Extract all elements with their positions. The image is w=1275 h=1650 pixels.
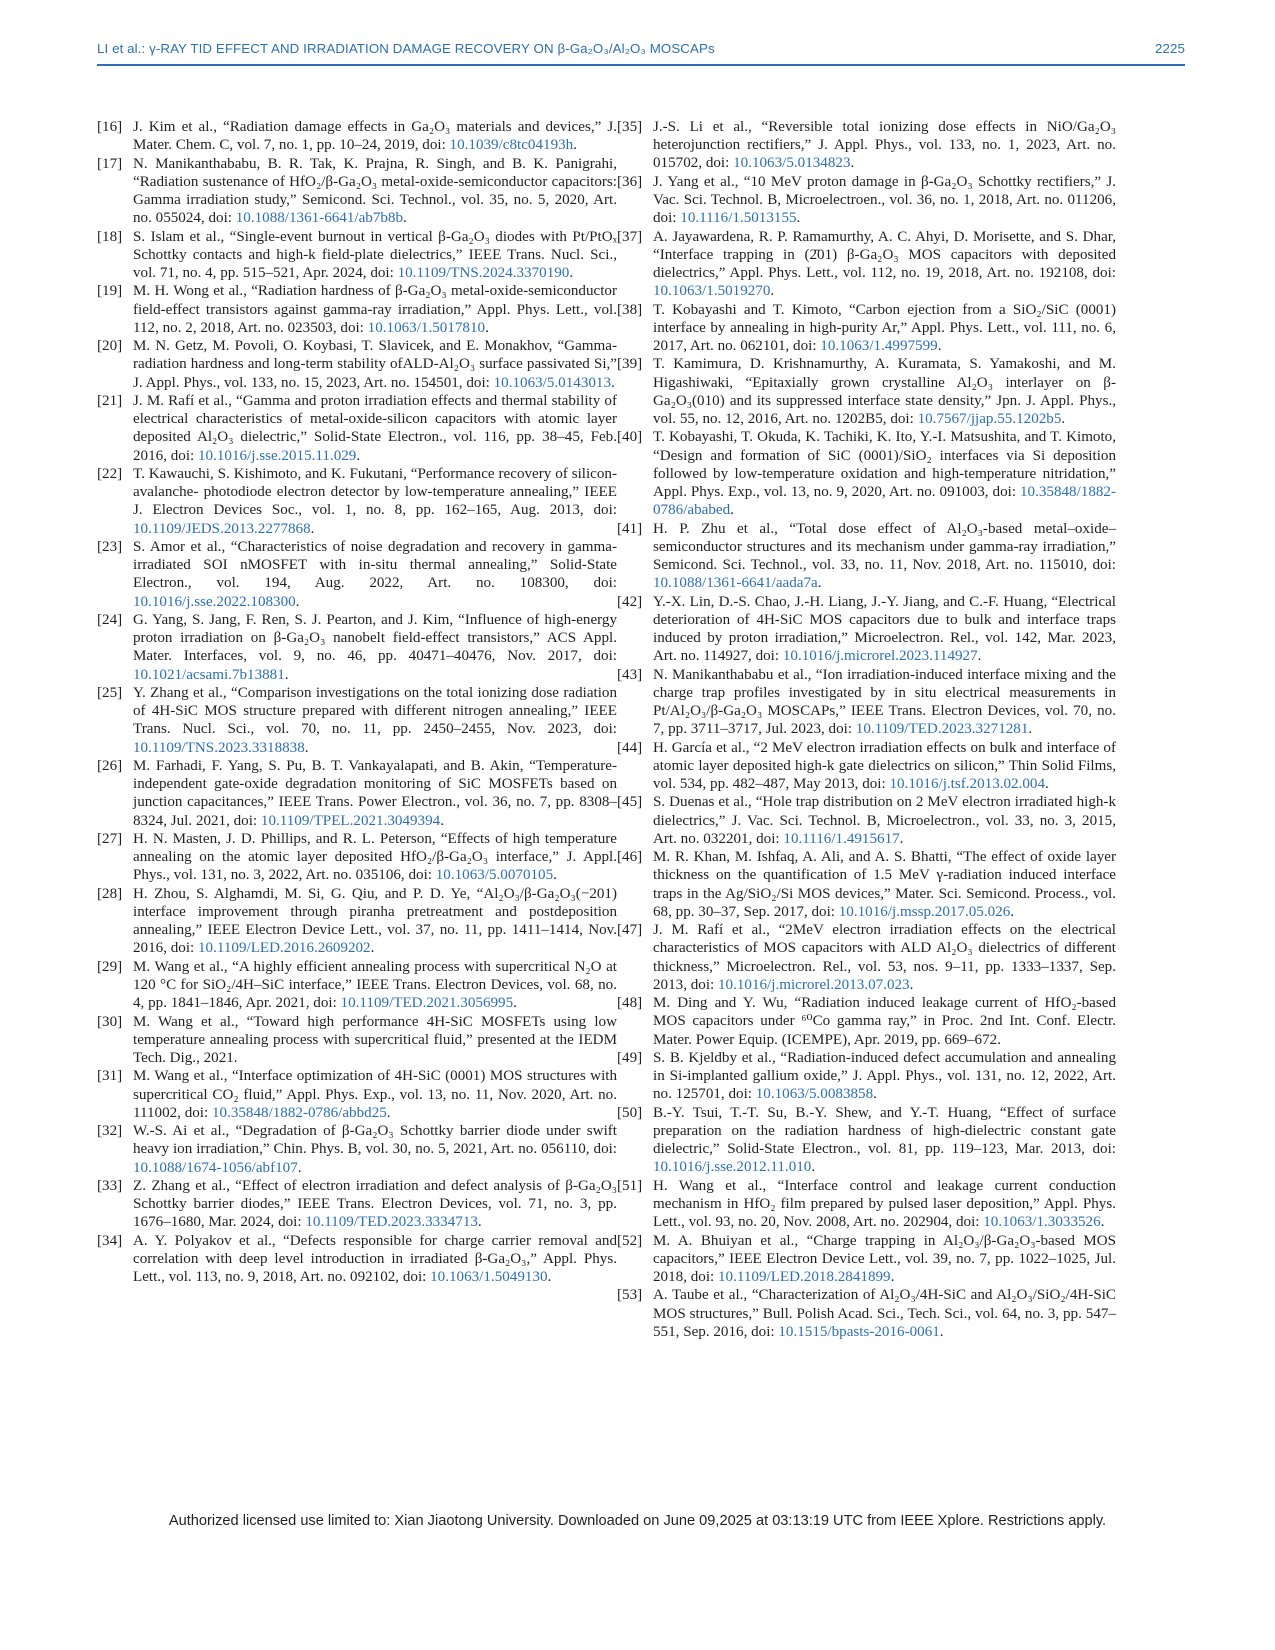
doi-link[interactable]: 10.1088/1674-1056/abf107 — [133, 1159, 298, 1176]
reference-text — [133, 830, 617, 885]
reference-item — [97, 1232, 617, 1287]
reference-end: . — [553, 867, 557, 884]
reference-number: [53] — [617, 1287, 643, 1304]
reference-citation: H. Wang et al., “Interface control and leakage current conduction mechanism in HfO₂ film prepared by pulsed laser deposition,” Appl. Phys. Lett., vol. 93, no. 20, Nov. 2008, Art. no. 202904, doi: — [653, 1177, 1116, 1231]
reference-end: . — [937, 338, 942, 354]
reference-number: [23] — [97, 538, 123, 555]
reference-item — [97, 228, 617, 283]
reference-item — [617, 355, 1116, 428]
reference-text — [653, 520, 1116, 593]
reference-text — [653, 118, 1116, 173]
reference-number: [47] — [617, 922, 643, 939]
reference-number: [32] — [97, 1123, 123, 1140]
reference-item — [617, 593, 1116, 666]
reference-end: . — [370, 940, 375, 957]
reference-citation: T. Kobayashi and T. Kimoto, “Carbon ejection from a SiO₂/SiC (0001) interface by annealing in high-purity Ar,” Appl. Phys. Lett., vol. 111, no. 6, 2017, Art. no. 062101, doi: — [653, 301, 1116, 354]
reference-text — [133, 155, 617, 228]
reference-number: [17] — [97, 155, 123, 172]
reference-number: [26] — [97, 757, 123, 774]
reference-citation: N. Manikanthababu et al., “Ion irradiation-induced interface mixing and the charge trap profiles investigated by in situ electrical measurements in Pt/Al₂O₃/β-Ga₂O₃ MOSCAPs,” IEEE Trans. Electron Devices, vol. 70, no. 7, pp. 3711–3717, Jul. 2023, doi: — [653, 666, 1116, 738]
reference-item — [97, 684, 617, 757]
reference-text — [653, 1232, 1116, 1287]
reference-end: . — [1100, 1214, 1105, 1231]
reference-item — [617, 228, 1116, 301]
reference-citation: H. P. Zhu et al., “Total dose effect of Al₂O₃-based metal–oxide–semiconductor structures and its mechanism under gamma-ray irradiation,” Semicond. Sci. Technol., vol. 33, no. 11, Nov. 2018, Art. no. 115010, doi: — [653, 520, 1116, 573]
reference-item — [617, 1049, 1116, 1104]
reference-text — [133, 885, 617, 958]
reference-number: [41] — [617, 520, 643, 537]
reference-text — [653, 1049, 1116, 1104]
reference-text — [653, 994, 1116, 1049]
reference-item — [97, 757, 617, 830]
reference-citation: S. Amor et al., “Characteristics of noise degradation and recovery in gamma-irradiated SOI nMOSFET with in-situ thermal annealing,” Solid-State Electron., vol. 194, Aug. 2022, Art. no. 108300, doi: — [133, 538, 617, 592]
doi-link[interactable]: 10.1116/1.5013155 — [680, 210, 797, 227]
reference-item — [97, 538, 617, 611]
reference-item — [617, 1104, 1116, 1177]
reference-number: [44] — [617, 739, 643, 756]
reference-citation: T. Kobayashi, T. Okuda, K. Tachiki, K. Ito, Y.-I. Matsushita, and T. Kimoto, “Design and formation of SiC (0001)/SiO₂ interfaces via Si deposition followed by low-temperature oxidation and high-temperature nitridation,” Appl. Phys. Exp., vol. 13, no. 9, 2020, Art. no. 091003, doi: — [653, 429, 1116, 500]
reference-item — [97, 1067, 617, 1122]
reference-end: . — [295, 593, 300, 610]
doi-link[interactable]: 10.1088/1361-6641/aada7a — [653, 575, 818, 592]
reference-text — [133, 684, 617, 757]
doi-link[interactable]: 10.1109/LED.2016.2609202 — [198, 940, 371, 957]
reference-text — [653, 1177, 1116, 1232]
reference-text — [133, 1122, 617, 1177]
reference-item — [617, 793, 1116, 848]
reference-text — [133, 282, 617, 337]
reference-item — [97, 830, 617, 885]
reference-citation: Y. Zhang et al., “Comparison investigations on the total ionizing dose radiation of 4H-SiC MOS structure prepared with different nitrogen annealing,” IEEE Trans. Nucl. Sci., vol. 70, no. 11, pp. 2450–2455, Nov. 2023, doi: — [133, 684, 617, 738]
reference-end: . — [909, 976, 914, 993]
reference-citation: M. R. Khan, M. Ishfaq, A. Ali, and A. S. Bhatti, “The effect of oxide layer thickness on the quantification of 1.5 MeV γ-radiation induced interface traps in the Ag/SiO₂/Si MOS devices,” Mater. Sci. Semicond. Process., vol. 68, pp. 30–37, Sep. 2017, doi: — [653, 849, 1116, 920]
reference-item — [617, 921, 1116, 994]
doi-link[interactable]: 10.35848/1882-0786/ababed — [653, 484, 1116, 519]
doi-link[interactable]: 10.1016/j.tsf.2013.02.004 — [889, 776, 1046, 792]
reference-item — [97, 1013, 617, 1068]
reference-text — [133, 337, 617, 392]
reference-list-right — [617, 118, 1116, 1341]
reference-text — [653, 355, 1116, 428]
reference-end: . — [939, 1323, 944, 1340]
reference-text — [653, 228, 1116, 301]
reference-citation: M. Ding and Y. Wu, “Radiation induced leakage current of HfO₂-based MOS capacitors under ⁶⁰Co gamma ray,” in Proc. 2nd Int. Conf. Electr. Mater. Power Equip. (ICEMPE), Apr. 2019, pp. 669–672. — [653, 995, 1116, 1048]
reference-number: [42] — [617, 593, 643, 610]
doi-link[interactable]: 10.1116/1.4915617 — [783, 830, 900, 847]
reference-text — [133, 958, 617, 1013]
reference-item — [97, 118, 617, 154]
doi-link[interactable]: 10.35848/1882-0786/abbd25 — [211, 1104, 387, 1121]
reference-citation: A. Y. Polyakov et al., “Defects responsible for charge carrier removal and correlation with deep level introduction in irradiated β-Ga₂O₃,” Appl. Phys. Lett., vol. 113, no. 9, 2018, Art. no. 092102, doi: — [133, 1232, 617, 1286]
reference-text — [133, 465, 617, 538]
doi-link[interactable]: 10.1109/TNS.2023.3318838 — [133, 739, 305, 756]
reference-citation: G. Yang, S. Jang, F. Ren, S. J. Pearton, and J. Kim, “Influence of high-energy proton irradiation on β-Ga₂O₃ nanobelt field-effect transistors,” ACS Appl. Mater. Interfaces, vol. 9, no. 46, pp. 40471–40476, Nov. 2017, doi: — [133, 611, 617, 665]
reference-text — [133, 1067, 617, 1122]
reference-end: . — [890, 1268, 895, 1285]
doi-link[interactable]: 10.1063/1.5049130 — [430, 1269, 548, 1286]
reference-citation: M. A. Bhuiyan et al., “Charge trapping in Al₂O₃/β-Ga₂O₃-based MOS capacitors,” IEEE Electron Device Lett., vol. 39, no. 7, pp. 1022–1025, Jul. 2018, doi: — [653, 1232, 1116, 1285]
doi-link[interactable]: 10.1039/c8tc04193h — [449, 137, 574, 154]
reference-item — [97, 611, 617, 684]
doi-link[interactable]: 10.1016/j.sse.2015.11.029 — [198, 447, 357, 464]
doi-link[interactable]: 10.1063/1.3033526 — [983, 1214, 1101, 1231]
reference-end: . — [977, 648, 982, 665]
page-number: 2225 — [1155, 41, 1185, 56]
reference-number: [38] — [617, 301, 643, 318]
reference-item — [617, 173, 1116, 228]
reference-item — [617, 301, 1116, 356]
reference-text — [133, 1177, 617, 1232]
reference-text — [653, 1286, 1116, 1341]
reference-citation: S. Duenas et al., “Hole trap distribution on 2 MeV electron irradiated high-k dielectrics,” J. Vac. Sci. Technol. B, Microelectron., vol. 33, no. 3, 2015, Art. no. 032201, doi: — [653, 794, 1116, 847]
reference-text — [653, 428, 1116, 519]
doi-link[interactable]: 10.1063/1.5017810 — [367, 319, 486, 336]
doi-link[interactable]: 10.1063/5.0143013 — [493, 374, 612, 391]
doi-link[interactable]: 10.1063/5.0134823 — [733, 155, 851, 172]
reference-number: [18] — [97, 228, 123, 245]
doi-link[interactable]: 10.1109/LED.2018.2841899 — [718, 1268, 891, 1285]
reference-end: . — [611, 374, 615, 391]
reference-citation: A. Jayawardena, R. P. Ramamurthy, A. C. Ahyi, D. Morisette, and S. Dhar, “Interface trapping in (2̄01) β-Ga₂O₃ MOS capacitors with deposited dielectrics,” Appl. Phys. Lett., vol. 112, no. 19, 2018, Art. no. 192108, doi: — [653, 228, 1116, 281]
reference-citation: H. Zhou, S. Alghamdi, M. Si, G. Qiu, and P. D. Ye, “Al₂O₃/β-Ga₂O₃(−201) interface improvement through piranha pretreatment and postdeposition annealing,” IEEE Electron Device Lett., vol. 37, no. 11, pp. 1411–1414, Nov. 2016, doi: — [133, 885, 617, 957]
reference-item — [97, 1177, 617, 1232]
reference-citation: H. N. Masten, J. D. Phillips, and R. L. Peterson, “Effects of high temperature annealing on the atomic layer deposited HfO₂/β-Ga₂O₃ interface,” J. Appl. Phys., vol. 131, no. 3, 2022, Art. no. 035106, doi: — [133, 830, 617, 884]
reference-number: [50] — [617, 1104, 643, 1121]
reference-citation: S. B. Kjeldby et al., “Radiation-induced defect accumulation and annealing in Si-implanted gallium oxide,” J. Appl. Phys., vol. 131, no. 12, 2022, Art. no. 125701, doi: — [653, 1049, 1116, 1103]
reference-item — [617, 739, 1116, 794]
reference-end: . — [730, 502, 734, 519]
reference-number: [51] — [617, 1177, 643, 1194]
reference-number: [25] — [97, 684, 123, 701]
reference-item — [97, 392, 617, 465]
reference-text — [653, 173, 1116, 228]
doi-link[interactable]: 10.1109/TED.2021.3056995 — [340, 995, 514, 1012]
reference-number: [16] — [97, 119, 123, 135]
reference-citation: J.-S. Li et al., “Reversible total ionizing dose effects in NiO/Ga₂O₃ heterojunction rectifiers,” J. Appl. Phys., vol. 133, no. 1, 2023, Art. no. 015702, doi: — [653, 119, 1116, 172]
reference-end: . — [386, 1104, 391, 1121]
reference-text — [653, 921, 1116, 994]
reference-end: . — [817, 575, 822, 592]
reference-number: [36] — [617, 173, 643, 190]
doi-link[interactable]: 10.1063/5.0083858 — [755, 1086, 874, 1103]
reference-end: . — [1045, 776, 1049, 792]
reference-number: [31] — [97, 1068, 123, 1085]
reference-item — [617, 1177, 1116, 1232]
reference-item — [617, 520, 1116, 593]
doi-link[interactable]: 10.1016/j.mssp.2017.05.026 — [838, 903, 1011, 920]
doi-link[interactable]: 10.1063/1.5019270 — [653, 283, 771, 300]
reference-end: . — [1028, 721, 1033, 738]
reference-text — [653, 848, 1116, 921]
reference-end: . — [873, 1086, 877, 1103]
reference-citation: H. García et al., “2 MeV electron irradiation effects on bulk and interface of atomic layer deposited high-k gate dielectrics on silicon,” Thin Solid Films, vol. 534, pp. 482–487, May 2013, doi: — [653, 739, 1116, 792]
reference-end: . — [403, 210, 407, 227]
reference-text — [133, 538, 617, 611]
reference-number: [37] — [617, 228, 643, 245]
reference-text — [653, 666, 1116, 739]
reference-text — [653, 593, 1116, 666]
reference-end: . — [440, 812, 444, 829]
reference-text — [133, 611, 617, 684]
reference-text — [653, 739, 1116, 794]
reference-item — [97, 958, 617, 1013]
reference-citation: J. Yang et al., “10 MeV proton damage in β-Ga₂O₃ Schottky rectifiers,” J. Vac. Sci. Technol. B, Microelectroen., vol. 36, no. 1, 2018, Art. no. 011206, doi: — [653, 173, 1116, 227]
reference-item — [617, 428, 1116, 519]
reference-citation: T. Kawauchi, S. Kishimoto, and K. Fukutani, “Performance recovery of silicon-avalanche- photodiode electron detector by low-temperature annealing,” IEEE J. Electron Devices Soc., vol. 1, no. 8, pp. 162–165, Aug. 2013, doi: — [133, 465, 617, 519]
doi-link[interactable]: 10.1016/j.microrel.2023.114927 — [782, 648, 978, 665]
reference-text — [133, 1232, 617, 1287]
doi-link[interactable]: 10.1109/TED.2023.3271281 — [855, 721, 1029, 738]
reference-end: . — [770, 283, 775, 300]
reference-item — [97, 155, 617, 228]
reference-citation: J. Kim et al., “Radiation damage effects in Ga₂O₃ materials and devices,” J. Mater. Chem. C, vol. 7, no. 1, pp. 10–24, 2019, doi: — [133, 119, 617, 154]
reference-list-left — [97, 118, 617, 1287]
reference-number: [19] — [97, 283, 123, 300]
reference-number: [48] — [617, 995, 643, 1012]
reference-number: [46] — [617, 849, 643, 866]
reference-number: [20] — [97, 338, 123, 355]
reference-citation: M. Wang et al., “Toward high performance 4H-SiC MOSFETs using low temperature annealing process with supercritical fluid,” presented at the IEDM Tech. Dig., 2021. — [133, 1013, 617, 1066]
reference-item — [97, 337, 617, 392]
reference-number: [52] — [617, 1232, 643, 1249]
reference-citation: T. Kamimura, D. Krishnamurthy, A. Kuramata, S. Yamakoshi, and M. Higashiwaki, “Epitaxially grown crystalline Al₂O₃ interlayer on β-Ga₂O₃(010) and its suppressed interface state density,” Jpn. J. Appl. Phys., vol. 55, no. 12, 2016, Art. no. 1202B5, doi: — [653, 356, 1116, 427]
reference-end: . — [284, 666, 289, 683]
reference-item — [617, 848, 1116, 921]
reference-item — [617, 118, 1116, 173]
reference-citation: B.-Y. Tsui, T.-T. Su, B.-Y. Shew, and Y.-T. Huang, “Effect of surface preparation on the radiation hardness of high-dielectric constant gate dielectric,” Solid-State Electron., vol. 81, pp. 119–123, Mar. 2013, doi: — [653, 1104, 1116, 1158]
doi-link[interactable]: 10.1063/5.0070105 — [435, 867, 554, 884]
reference-number: [33] — [97, 1177, 123, 1194]
reference-number: [27] — [97, 830, 123, 847]
reference-citation: M. Wang et al., “Interface optimization of 4H-SiC (0001) MOS structures with supercritical CO₂ fluid,” Appl. Phys. Exp., vol. 13, no. 11, Nov. 2020, Art. no. 111002, doi: — [133, 1068, 617, 1121]
reference-end: . — [569, 265, 574, 281]
reference-citation: Z. Zhang et al., “Effect of electron irradiation and defect analysis of β-Ga₂O₃ Schottky barrier diodes,” IEEE Trans. Electron Devices, vol. 71, no. 3, pp. 1676–1680, Mar. 2024, doi: — [133, 1177, 617, 1231]
doi-link[interactable]: 10.1016/j.sse.2022.108300 — [133, 593, 296, 610]
reference-number: [39] — [617, 356, 643, 373]
reference-end: . — [356, 447, 361, 464]
reference-citation: S. Islam et al., “Single-event burnout in vertical β-Ga₂O₃ diodes with Pt/PtOₓ Schottky contacts and high-k field-plate dielectrics,” IEEE Trans. Nucl. Sci., vol. 71, no. 4, pp. 515–521, Apr. 2024, doi: — [133, 228, 617, 281]
reference-number: [43] — [617, 666, 643, 683]
doi-link[interactable]: 10.1021/acsami.7b13881 — [133, 666, 285, 683]
reference-number: [45] — [617, 794, 643, 811]
reference-text — [133, 118, 617, 154]
reference-number: [24] — [97, 611, 123, 628]
license-footer: Authorized licensed use limited to: Xian Jiaotong University. Downloaded on June 09,2025 at 03:13:19 UTC from IEEE Xplore. Restrictions apply. — [168, 1513, 1107, 1529]
running-title: LI et al.: γ-RAY TID EFFECT AND IRRADIATION DAMAGE RECOVERY ON β-Ga₂O₃/Al₂O₃ MOSCAPs — [97, 41, 715, 56]
reference-item — [617, 1232, 1116, 1287]
reference-item — [97, 282, 617, 337]
reference-end: . — [1010, 903, 1015, 920]
reference-citation: M. Farhadi, F. Yang, S. Pu, B. T. Vankayalapati, and B. Akin, “Temperature-independent gate-oxide degradation monitoring of SiC MOSFETs based on junction capacitances,” IEEE Trans. Power Electron., vol. 36, no. 7, pp. 8308–8324, Jul. 2021, doi: — [133, 757, 617, 829]
doi-link[interactable]: 10.1109/TPEL.2021.3049394 — [260, 812, 441, 829]
reference-number: [30] — [97, 1013, 123, 1030]
reference-item — [617, 666, 1116, 739]
reference-item — [617, 1286, 1116, 1341]
reference-citation: M. H. Wong et al., “Radiation hardness of β-Ga₂O₃ metal-oxide-semiconductor field-effect transistors against gamma-ray irradiation,” Appl. Phys. Lett., vol. 112, no. 2, 2018, Art. no. 023503, doi: — [133, 283, 617, 336]
doi-link[interactable]: 10.1016/j.microrel.2013.07.023 — [718, 976, 910, 993]
doi-link[interactable]: 10.1016/j.sse.2012.11.010 — [653, 1159, 812, 1176]
reference-citation: N. Manikanthababu, B. R. Tak, K. Prajna, R. Singh, and B. K. Panigrahi, “Radiation sustenance of HfO₂/β-Ga₂O₃ metal-oxide-semiconductor capacitors: Gamma irradiation study,” Semicond. Sci. Technol., vol. 35, no. 5, 2020, Art. no. 055024, doi: — [133, 155, 617, 227]
running-header — [97, 38, 1185, 66]
reference-citation: M. N. Getz, M. Povoli, O. Koybasi, T. Slavicek, and E. Monakhov, “Gamma-radiation hardness and long-term stability ofALD-Al₂O₃ surface passivated Si,” J. Appl. Phys., vol. 133, no. 15, 2023, Art. no. 154501, doi: — [133, 338, 617, 391]
reference-text — [653, 793, 1116, 848]
doi-link[interactable]: 10.1515/bpasts-2016-0061 — [778, 1323, 940, 1340]
doi-link[interactable]: 10.1109/TED.2023.3334713 — [305, 1214, 478, 1231]
reference-number: [29] — [97, 958, 123, 975]
reference-end: . — [547, 1269, 552, 1286]
reference-number: [40] — [617, 429, 643, 446]
doi-link[interactable]: 10.1109/TNS.2024.3370190 — [397, 265, 570, 281]
reference-citation: J. M. Rafí et al., “2MeV electron irradiation effects on the electrical characteristics of MOS capacitors with ALD Al₂O₃ dielectrics of different thickness,” Microelectron. Rel., vol. 53, nos. 9–11, pp. 1333–1337, Sep. 2013, doi: — [653, 922, 1116, 993]
doi-link[interactable]: 10.1088/1361-6641/ab7b8b — [235, 210, 404, 227]
reference-number: [49] — [617, 1049, 643, 1066]
doi-link[interactable]: 10.1063/1.4997599 — [820, 338, 938, 354]
reference-end: . — [850, 155, 855, 172]
reference-text — [133, 1013, 617, 1068]
reference-citation: A. Taube et al., “Characterization of Al₂O₃/4H-SiC and Al₂O₃/SiO₂/4H-SiC MOS structures,” Bull. Polish Acad. Sci., Tech. Sci., vol. 64, no. 3, pp. 547–551, Sep. 2016, doi: — [653, 1287, 1116, 1340]
reference-number: [22] — [97, 465, 123, 482]
reference-end: . — [899, 830, 904, 847]
reference-end: . — [304, 739, 309, 756]
reference-citation: Y.-X. Lin, D.-S. Chao, J.-H. Liang, J.-Y. Jiang, and C.-F. Huang, “Electrical deterioration of 4H-SiC MOS capacitors due to bulk and interface traps induced by proton irradiation,” Microelectron. Rel., vol. 142, Mar. 2023, Art. no. 114927, doi: — [653, 593, 1116, 665]
reference-number: [34] — [97, 1232, 123, 1249]
reference-number: [35] — [617, 119, 643, 135]
reference-number: [21] — [97, 392, 123, 409]
reference-citation: W.-S. Ai et al., “Degradation of β-Ga₂O₃ Schottky barrier diode under swift heavy ion irradiation,” Chin. Phys. B, vol. 30, no. 5, 2021, Art. no. 056110, doi: — [133, 1123, 617, 1158]
doi-link[interactable]: 10.7567/jjap.55.1202b5 — [917, 411, 1062, 427]
reference-citation: J. M. Rafí et al., “Gamma and proton irradiation effects and thermal stability of electrical characteristics of metal-oxide-silicon capacitors with atomic layer deposited Al₂O₃ dielectric,” Solid-State Electron., vol. 116, pp. 38–45, Feb. 2016, doi: — [133, 392, 617, 464]
reference-text — [653, 1104, 1116, 1177]
reference-text — [133, 228, 617, 283]
reference-item — [97, 1122, 617, 1177]
reference-citation: M. Wang et al., “A highly efficient annealing process with supercritical N₂O at 120 °C for SiO₂/4H–SiC interface,” IEEE Trans. Electron Devices, vol. 68, no. 4, pp. 1841–1846, Apr. 2021, doi: — [133, 958, 617, 1012]
reference-end: . — [297, 1159, 302, 1176]
reference-end: . — [811, 1159, 816, 1176]
reference-end: . — [573, 137, 577, 154]
reference-end: . — [485, 319, 489, 336]
reference-number: [28] — [97, 885, 123, 902]
reference-text — [133, 392, 617, 465]
reference-item — [617, 994, 1116, 1049]
reference-item — [97, 885, 617, 958]
reference-end: . — [513, 995, 517, 1012]
doi-link[interactable]: 10.1109/JEDS.2013.2277868 — [133, 520, 311, 537]
reference-end: . — [310, 520, 315, 537]
reference-end: . — [477, 1214, 482, 1231]
reference-text — [653, 301, 1116, 356]
reference-item — [97, 465, 617, 538]
reference-text — [133, 757, 617, 830]
reference-end: . — [796, 210, 801, 227]
reference-end: . — [1061, 411, 1066, 427]
